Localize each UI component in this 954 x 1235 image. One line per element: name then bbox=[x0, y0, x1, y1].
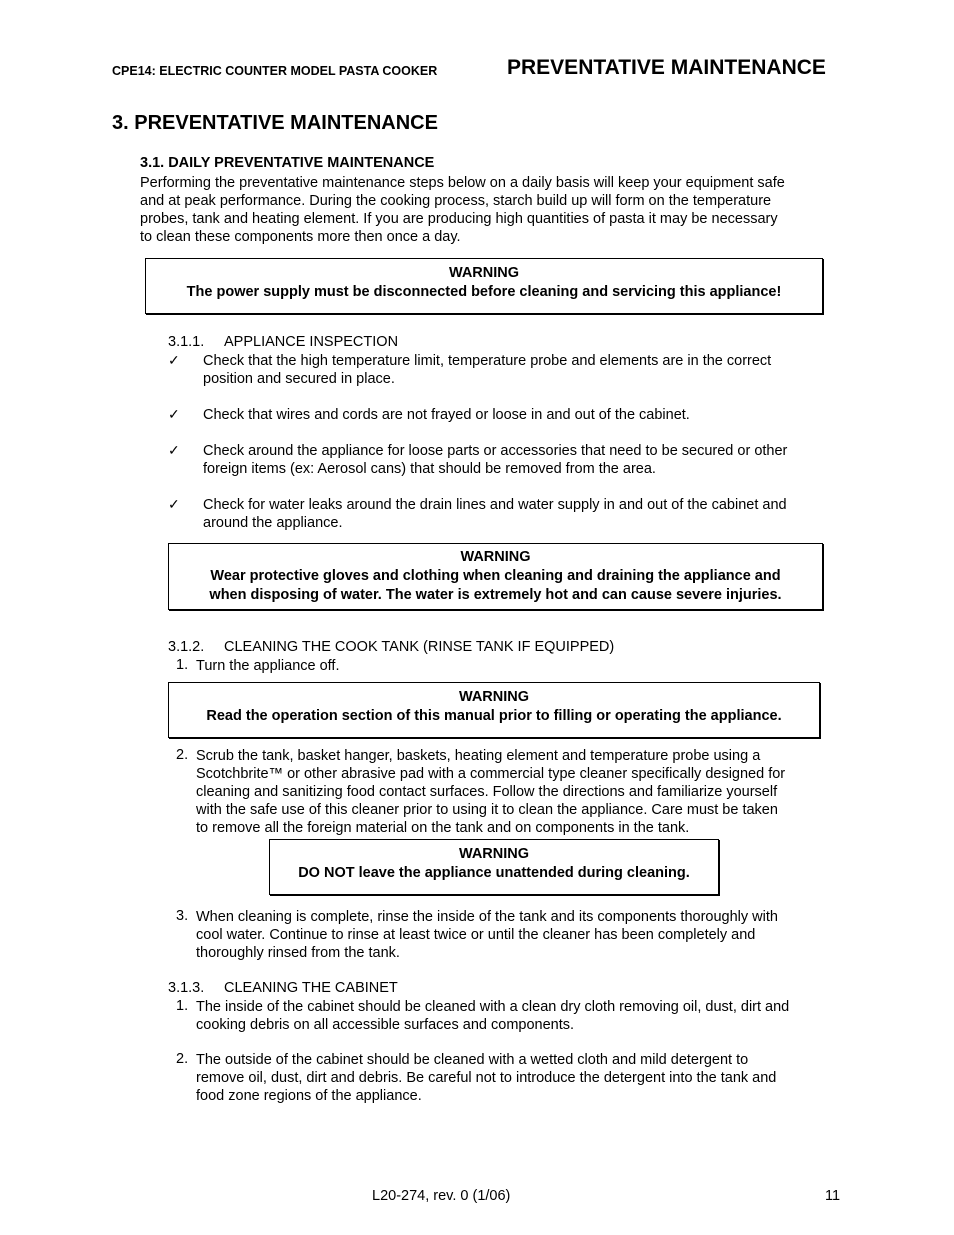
cook-tank-step bbox=[196, 908, 778, 962]
footer-doc-ref: L20-274, rev. 0 (1/06) bbox=[372, 1188, 511, 1204]
step-line: The outside of the cabinet should be cleaned with a wetted cloth and mild detergent to bbox=[196, 1052, 749, 1068]
inspection-item-line: around the appliance. bbox=[203, 515, 343, 531]
cook-tank-step bbox=[196, 657, 340, 675]
step-line: The inside of the cabinet should be cleaned with a clean dry cloth removing oil, dust, dirt and bbox=[196, 999, 790, 1015]
warning-title: WARNING bbox=[460, 549, 531, 565]
warning-text: Read the operation section of this manual prior to filling or operating the appliance. bbox=[206, 708, 782, 724]
inspection-item bbox=[203, 352, 771, 388]
checkmark-icon: ✓ bbox=[168, 406, 180, 422]
step-line: Scrub the tank, basket hanger, baskets, heating element and temperature probe using a bbox=[196, 748, 761, 764]
cabinet-title: CLEANING THE CABINET bbox=[224, 980, 398, 996]
cook-tank-number: 3.1.2. bbox=[168, 639, 205, 655]
cabinet-step bbox=[196, 998, 789, 1034]
inspection-item bbox=[203, 442, 787, 478]
footer-page-number: 11 bbox=[825, 1188, 841, 1204]
warning-text: Wear protective gloves and clothing when cleaning and draining the appliance and bbox=[210, 568, 781, 584]
header-section-title: PREVENTATIVE MAINTENANCE bbox=[507, 56, 826, 79]
step-number: 1. bbox=[176, 998, 189, 1014]
step-line: cleaning and sanitizing food contact surfaces. Follow the directions and familiarize yourself bbox=[196, 784, 778, 800]
warning-box-read-manual bbox=[168, 682, 820, 738]
step-line: with the safe use of this cleaner prior to using it to clean the appliance. Care must be taken bbox=[196, 802, 778, 818]
inspection-item-line: Check around the appliance for loose parts or accessories that need to be secured or other bbox=[203, 443, 788, 459]
intro-line: to clean these components more then once a day. bbox=[140, 229, 461, 245]
intro-paragraph bbox=[140, 174, 785, 246]
inspection-item-line: position and secured in place. bbox=[203, 371, 395, 387]
step-line: thoroughly rinsed from the tank. bbox=[196, 945, 400, 961]
warning-text: when disposing of water. The water is extremely hot and can cause severe injuries. bbox=[209, 587, 782, 603]
step-line: When cleaning is complete, rinse the inside of the tank and its components thoroughly with bbox=[196, 909, 778, 925]
checkmark-icon: ✓ bbox=[168, 442, 180, 458]
inspection-title: APPLIANCE INSPECTION bbox=[224, 334, 399, 350]
warning-title: WARNING bbox=[448, 265, 520, 281]
warning-box-power bbox=[145, 258, 823, 314]
inspection-item-line: Check for water leaks around the drain lines and water supply in and out of the cabinet and bbox=[203, 497, 787, 513]
step-number: 2. bbox=[176, 1051, 189, 1067]
step-line: Turn the appliance off. bbox=[196, 658, 340, 674]
intro-line: Performing the preventative maintenance steps below on a daily basis will keep your equipment safe bbox=[140, 175, 785, 191]
checkmark-icon: ✓ bbox=[168, 352, 180, 368]
intro-line: and at peak performance. During the cooking process, starch build up will form on the temperature bbox=[140, 193, 772, 209]
warning-title: WARNING bbox=[458, 846, 530, 862]
cabinet-heading bbox=[168, 980, 398, 996]
header-document-title: CPE14: ELECTRIC COUNTER MODEL PASTA COOKER bbox=[112, 64, 438, 78]
step-number: 1. bbox=[176, 657, 189, 673]
step-line: cooking debris on all accessible surfaces and components. bbox=[196, 1017, 575, 1033]
warning-text: The power supply must be disconnected before cleaning and servicing this appliance! bbox=[186, 284, 782, 300]
step-number: 3. bbox=[176, 908, 189, 924]
cabinet-number: 3.1.3. bbox=[168, 980, 205, 996]
step-line: cool water. Continue to rinse at least twice or until the cleaner has been completely and bbox=[196, 927, 756, 943]
inspection-item-line: Check that the high temperature limit, temperature probe and elements are in the correct bbox=[203, 353, 772, 369]
checkmark-icon: ✓ bbox=[168, 496, 180, 512]
cook-tank-step bbox=[196, 747, 785, 837]
inspection-item-line: Check that wires and cords are not frayed or loose in and out of the cabinet. bbox=[203, 407, 690, 423]
warning-text: DO NOT leave the appliance unattended during cleaning. bbox=[298, 865, 690, 881]
subsection-title: 3.1. DAILY PREVENTATIVE MAINTENANCE bbox=[140, 155, 435, 171]
step-number: 2. bbox=[176, 747, 189, 763]
warning-title: WARNING bbox=[458, 689, 530, 705]
step-line: to remove all the foreign material on the tank and on components in the tank. bbox=[196, 820, 690, 836]
inspection-number: 3.1.1. bbox=[168, 334, 205, 350]
inspection-heading bbox=[168, 334, 398, 350]
intro-line: probes, tank and heating element. If you are producing high quantities of pasta it may be necessary bbox=[140, 211, 778, 227]
step-line: Scotchbrite™ or other abrasive pad with a commercial type cleaner specifically designed for bbox=[196, 766, 786, 782]
inspection-item-line: foreign items (ex: Aerosol cans) that should be removed from the area. bbox=[203, 461, 656, 477]
warning-box-unattended bbox=[269, 839, 719, 895]
cook-tank-title: CLEANING THE COOK TANK (RINSE TANK IF EQUIPPED) bbox=[224, 639, 615, 655]
step-line: remove oil, dust, dirt and debris. Be careful not to introduce the detergent into the tank and bbox=[196, 1070, 777, 1086]
cook-tank-heading bbox=[168, 639, 614, 655]
inspection-item bbox=[203, 406, 690, 424]
warning-box-hot-water bbox=[168, 543, 823, 610]
section-title: 3. PREVENTATIVE MAINTENANCE bbox=[112, 112, 438, 134]
cabinet-step bbox=[196, 1051, 776, 1105]
step-line: food zone regions of the appliance. bbox=[196, 1088, 422, 1104]
inspection-item bbox=[203, 496, 787, 532]
